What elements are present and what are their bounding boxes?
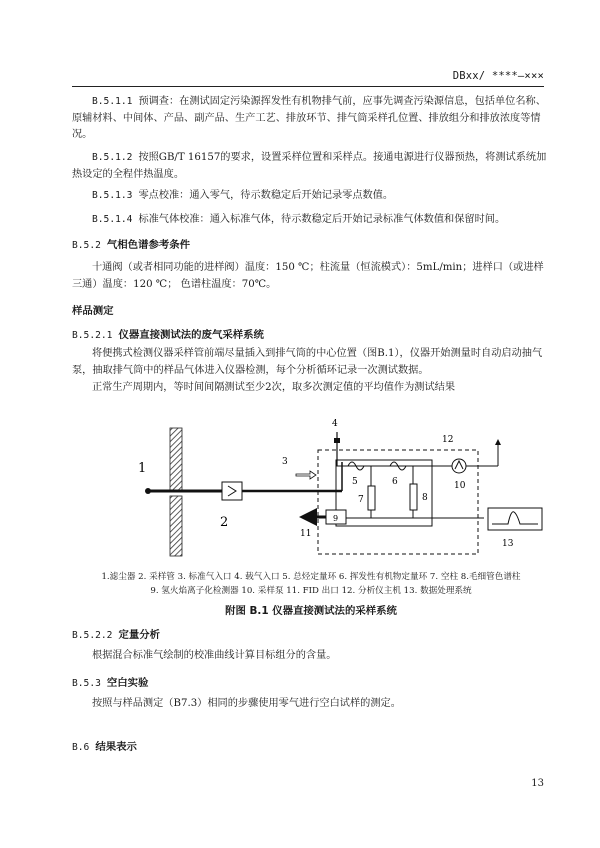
clause-text: 预调查：在测试固定污染源挥发性有机物排气前，应事先调查污染源信息，包括单位名称、原辅材料、中间体、产品、副产品、生产工艺、排放环节、排气筒采样孔位置、排放组分和排放浓度等情况。: [72, 96, 546, 140]
label-3: 3: [282, 457, 288, 467]
label-12: 12: [442, 435, 454, 445]
capillary-column: [410, 484, 417, 510]
heading-number: B.5.2.1: [72, 330, 113, 341]
standard-gas-inlet-arrow: [296, 471, 316, 479]
clause-number: B.5.1.4: [92, 214, 133, 225]
clause-text: 十通阀（或者相同功能的进样阀）温度：150 ℃；柱流量（恒流模式）：5mL/min；进样口（或进样三通）温度：120 ℃； 色谱柱温度：70℃。: [72, 262, 544, 290]
clause-text: 正常生产周期内，等时间间隔测试至少2次，取多次测定值的平均值作为测试结果: [92, 382, 456, 393]
heading-sample-measurement: 样品测定: [72, 305, 114, 317]
heading-title: 定量分析: [118, 629, 160, 641]
heading-number: B.5.3: [72, 678, 101, 689]
standard-code: DBxx/ ****—×××: [452, 70, 544, 82]
label-7: 7: [358, 495, 364, 505]
label-1: 1: [138, 461, 147, 476]
label-2: 2: [220, 515, 229, 530]
para-b5-1-3: [72, 188, 550, 205]
label-4: 4: [332, 419, 338, 429]
stack-wall-lower: [170, 496, 182, 556]
para-b5-1-4: [72, 212, 550, 229]
figure-caption-line1: 1.滤尘器 2. 采样管 3. 标准气入口 4. 载气入口 5. 总烃定量环 6. 挥发性有机物定量环 7. 空柱 8.毛细管色谱柱: [101, 572, 521, 582]
clause-text: 按照GB/T 16157的要求，设置采样位置和采样点。接通电源进行仪器预热，将测试系统加热设定的全程伴热温度。: [72, 152, 547, 180]
clause-text: 根据混合标准气绘制的校准曲线计算目标组分的含量。: [92, 650, 337, 661]
ten-port-valve-box: [336, 460, 432, 526]
para-b5-1-2: [72, 150, 550, 183]
para-b5-3: [72, 696, 550, 713]
empty-column: [368, 486, 375, 510]
clause-number: B.5.1.3: [92, 190, 133, 201]
label-9: 9: [333, 514, 339, 523]
page-number: 13: [531, 778, 544, 789]
label-10: 10: [454, 481, 466, 491]
label-8: 8: [422, 493, 428, 503]
sampling-system-diagram: [120, 412, 560, 570]
header-rule: [72, 86, 544, 87]
heading-title: 气相色谱参考条件: [106, 239, 191, 251]
label-11: 11: [300, 529, 312, 539]
heading-title: 结果表示: [95, 741, 137, 753]
clause-number: B.5.1.2: [92, 152, 133, 163]
heading-b5-2-1: [72, 326, 264, 341]
para-b5-2: [72, 260, 550, 293]
label-13: 13: [502, 539, 514, 549]
clause-number: B.5.1.1: [92, 96, 133, 107]
data-processing-system: [488, 508, 542, 530]
heading-b5-2: [72, 236, 190, 251]
para-b5-2-1-a: [72, 346, 550, 379]
heading-b5-2-2: [72, 626, 160, 641]
clause-text: 将便携式检测仪器采样管前端尽量插入到排气筒的中心位置（图B.1），仪器开始测量时自动启动抽气泵，抽取排气筒中的样品气体进入仪器检测，每个分析循环记录一次测试数据。: [72, 348, 543, 376]
heading-b5-3: [72, 674, 148, 689]
para-b5-2-1-b: [72, 380, 550, 397]
clause-text: 标准气体校准：通入标准气体，待示数稳定后开始记录标准气体数值和保留时间。: [138, 214, 506, 225]
figure-title: 附图 B.1 仪器直接测试法的采样系统: [225, 605, 397, 617]
heading-number: B.6: [72, 742, 90, 753]
heading-b6: [72, 738, 137, 753]
label-6: 6: [392, 477, 398, 487]
para-b5-1-1: [72, 94, 550, 144]
heading-number: B.5.2.2: [72, 630, 113, 641]
para-b5-2-2: [72, 648, 550, 665]
clause-text: 按照与样品测定（B7.3）相同的步骤使用零气进行空白试样的测定。: [92, 698, 401, 709]
figure-caption-line2: 9. 氢火焰离子化检测器 10. 采样泵 11. FID 出口 12. 分析仪主机 13. 数据处理系统: [150, 586, 472, 596]
clause-text: 零点校准：通入零气，待示数稳定后开始记录零点数值。: [138, 190, 394, 201]
stack-wall-upper: [170, 428, 182, 490]
heading-number: B.5.2: [72, 240, 101, 251]
label-5: 5: [352, 477, 358, 487]
heated-filter-box: [222, 482, 242, 500]
heading-title: 空白实验: [106, 677, 149, 689]
heading-title: 仪器直接测试法的废气采样系统: [118, 329, 264, 341]
